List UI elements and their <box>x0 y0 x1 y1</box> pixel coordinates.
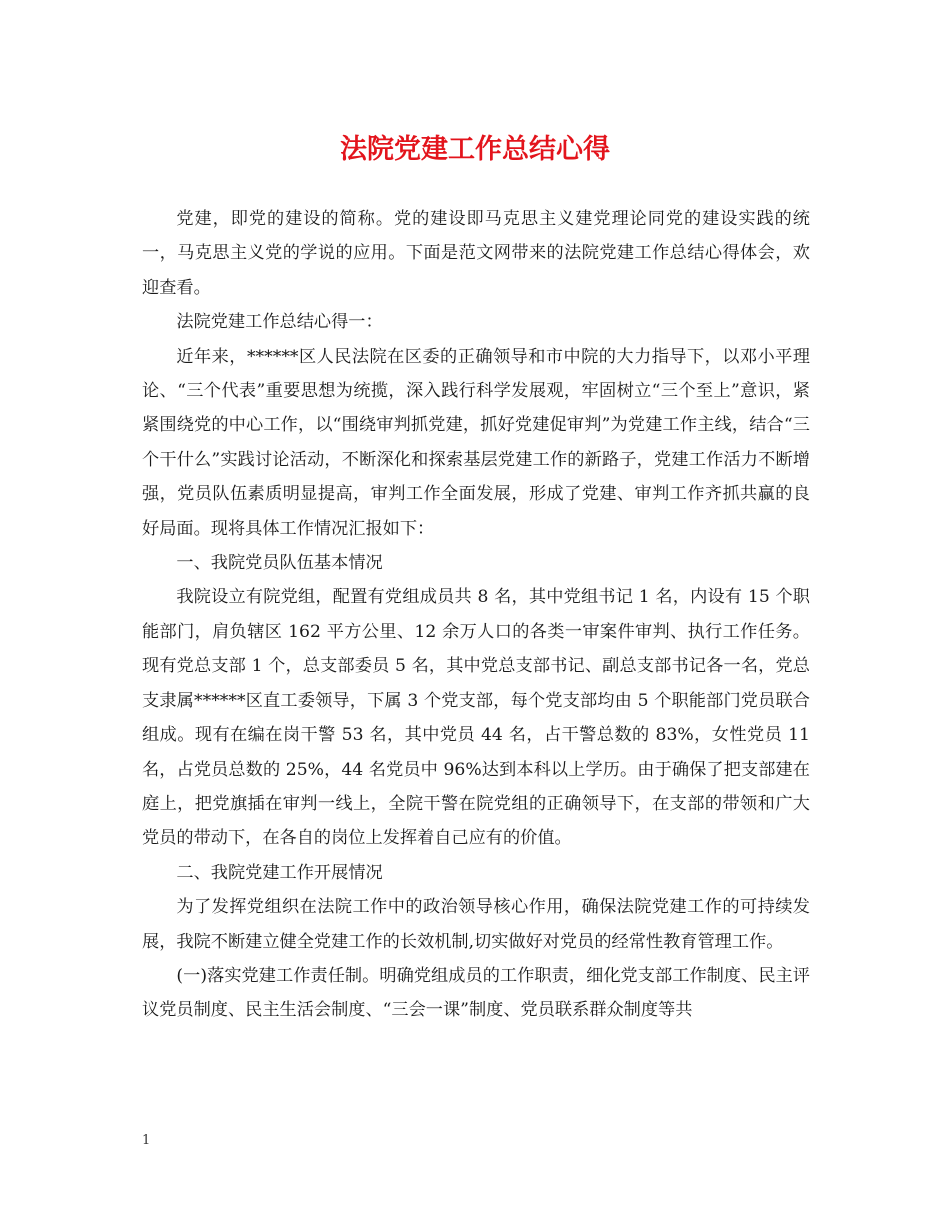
paragraph-mechanism: 为了发挥党组织在法院工作中的政治领导核心作用，确保法院党建工作的可持续发展，我院不断建立健全党建工作的长效机制,切实做好对党员的经常性教育管理工作。 <box>142 897 810 952</box>
page-number: 1 <box>142 1133 151 1148</box>
paragraph-heading-2: 二、我院党建工作开展情况 <box>176 862 383 883</box>
document-body <box>142 202 810 1028</box>
paragraph-responsibility: (一)落实党建工作责任制。明确党组成员的工作职责，细化党支部工作制度、民主评议党员制度、民主生活会制度、“三会一课”制度、党员联系群众制度等共 <box>142 965 810 1021</box>
paragraph-party-members: 我院设立有院党组，配置有党组成员共 8 名，其中党组书记 1 名，内设有 15 个职能部门，肩负辖区 162 平方公里、12 余万人口的各类一审案件审判、执行工作任务。现有党总支部 1 个，总支部委员 5 名，其中党总支部书记、副总支部书记各一名，党总支隶属******区直工委领导，下属 3 个党支部，每个党支部均由 5 个职能部门党员联合组成。现有在编在岗干警 53 名，其中党员 44 名，占干警总数的 83%，女性党员 11 名，占党员总数的 25%，44 名党员中 96%达到本科以上学历。由于确保了把支部建在庭上，把党旗插在审判一线上，全院干警在院党组的正确领导下，在支部的带领和广大党员的带动下，在各自的岗位上发挥着自己应有的价值。 <box>142 587 810 849</box>
document-title: 法院党建工作总结心得 <box>340 134 610 165</box>
paragraph-heading-1: 一、我院党员队伍基本情况 <box>176 553 383 574</box>
paragraph-section-heading: 法院党建工作总结心得一： <box>176 312 383 333</box>
paragraph-intro: 党建，即党的建设的简称。党的建设即马克思主义建党理论同党的建设实践的统一，马克思主义党的学说的应用。下面是范文网带来的法院党建工作总结心得体会，欢迎查看。 <box>142 209 810 298</box>
paragraph-overview: 近年来，******区人民法院在区委的正确领导和市中院的大力指导下，以邓小平理论、“三个代表”重要思想为统揽，深入践行科学发展观，牢固树立“三个至上”意识，紧紧围绕党的中心工作，以“围绕审判抓党建，抓好党建促审判”为党建工作主线，结合“三个干什么”实践讨论活动，不断深化和探索基层党建工作的新路子，党建工作活力不断增强，党员队伍素质明显提高，审判工作全面发展，形成了党建、审判工作齐抓共赢的良好局面。现将具体工作情况汇报如下： <box>142 346 810 539</box>
